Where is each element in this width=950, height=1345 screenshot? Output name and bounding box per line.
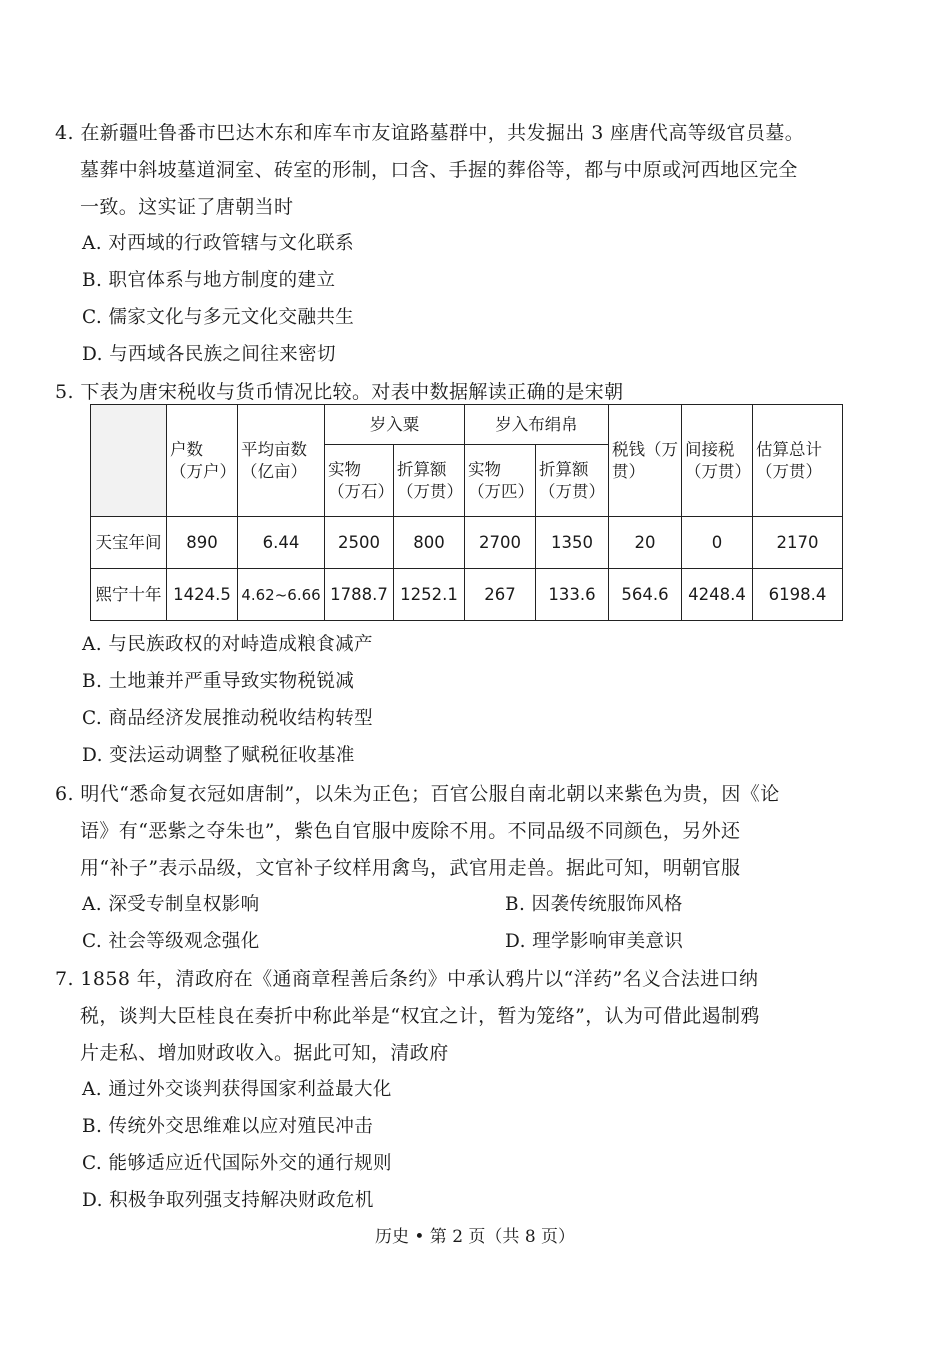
- header-grain-conv: 折算额（万贯）: [394, 445, 465, 517]
- cell-cloth-conv: 1350: [536, 517, 609, 569]
- q5-option-d: D. 变法运动调整了赋税征收基准: [82, 745, 355, 766]
- q7-option-a: A. 通过外交谈判获得国家利益最大化: [82, 1079, 392, 1100]
- q5-stem-line-1: 5. 下表为唐宋税收与货币情况比较。对表中数据解读正确的是宋朝: [55, 381, 624, 403]
- header-cloth-conv: 折算额（万贯）: [536, 445, 609, 517]
- cell-cloth-kind: 267: [465, 569, 536, 621]
- q6-option-a: A. 深受专制皇权影响: [82, 894, 260, 915]
- q5-option-b: B. 土地兼并严重导致实物税锐减: [82, 671, 355, 692]
- q5-option-c: C. 商品经济发展推动税收结构转型: [82, 708, 374, 729]
- q5-option-a: A. 与民族政权的对峙造成粮食减产: [82, 634, 373, 655]
- q7-option-d: D. 积极争取列强支持解决财政危机: [82, 1190, 374, 1211]
- header-households: 户数（万户）: [167, 405, 238, 517]
- cell-cloth-conv: 133.6: [536, 569, 609, 621]
- cell-grain-conv: 800: [394, 517, 465, 569]
- cell-acreage: 4.62~6.66: [238, 569, 325, 621]
- header-indirect-tax: 间接税（万贯）: [682, 405, 753, 517]
- q7-option-c: C. 能够适应近代国际外交的通行规则: [82, 1153, 392, 1174]
- q4-stem-line-3: 一致。这实证了唐朝当时: [80, 196, 294, 218]
- cell-cash-tax: 20: [609, 517, 682, 569]
- cell-cloth-kind: 2700: [465, 517, 536, 569]
- q6-option-d: D. 理学影响审美意识: [505, 931, 684, 952]
- page-footer: 历史 • 第 2 页（共 8 页）: [374, 1227, 576, 1247]
- header-acreage: 平均亩数（亿亩）: [238, 405, 325, 517]
- q4-option-d: D. 与西域各民族之间往来密切: [82, 344, 336, 365]
- tax-comparison-table: [90, 404, 843, 621]
- q6-stem-line-3: 用“补子”表示品级，文官补子纹样用禽鸟，武官用走兽。据此可知，明朝官服: [80, 857, 741, 879]
- table-row: [91, 517, 843, 569]
- cell-grain-conv: 1252.1: [394, 569, 465, 621]
- row-label-xining: 熙宁十年: [91, 569, 167, 621]
- q6-option-c: C. 社会等级观念强化: [82, 931, 260, 952]
- cell-acreage: 6.44: [238, 517, 325, 569]
- q7-option-b: B. 传统外交思维难以应对殖民冲击: [82, 1116, 374, 1137]
- header-total: 估算总计（万贯）: [753, 405, 843, 517]
- cell-cash-tax: 564.6: [609, 569, 682, 621]
- table-row: [91, 569, 843, 621]
- cell-total: 2170: [753, 517, 843, 569]
- cell-grain-kind: 2500: [325, 517, 394, 569]
- cell-households: 1424.5: [167, 569, 238, 621]
- q4-stem-line-1: 4. 在新疆吐鲁番市巴达木东和库车市友谊路墓群中，共发掘出 3 座唐代高等级官员墓。: [55, 122, 805, 144]
- table-corner-cell: [91, 405, 167, 517]
- q7-stem-line-2: 税，谈判大臣桂良在奏折中称此举是“权宜之计，暂为笼络”，认为可借此遏制鸦: [80, 1005, 760, 1027]
- cell-total: 6198.4: [753, 569, 843, 621]
- q4-option-c: C. 儒家文化与多元文化交融共生: [82, 307, 355, 328]
- q6-option-b: B. 因袭传统服饰风格: [505, 894, 683, 915]
- q7-stem-line-3: 片走私、增加财政收入。据此可知，清政府: [80, 1042, 449, 1064]
- q6-stem-line-1: 6. 明代“悉命复衣冠如唐制”，以朱为正色；百官公服自南北朝以来紫色为贵，因《论: [55, 783, 780, 805]
- q6-stem-line-2: 语》有“恶紫之夺朱也”，紫色自官服中废除不用。不同品级不同颜色，另外还: [80, 820, 741, 842]
- cell-indirect-tax: 0: [682, 517, 753, 569]
- q4-option-b: B. 职官体系与地方制度的建立: [82, 270, 336, 291]
- header-grain: 岁入粟: [325, 405, 465, 445]
- cell-households: 890: [167, 517, 238, 569]
- row-label-tianbao: 天宝年间: [91, 517, 167, 569]
- q4-stem-line-2: 墓葬中斜坡墓道洞室、砖室的形制，口含、手握的葬俗等，都与中原或河西地区完全: [80, 159, 798, 181]
- header-cloth-kind: 实物（万匹）: [465, 445, 536, 517]
- q7-stem-line-1: 7. 1858 年，清政府在《通商章程善后条约》中承认鸦片以“洋药”名义合法进口纳: [55, 968, 759, 990]
- header-grain-kind: 实物（万石）: [325, 445, 394, 517]
- header-cash-tax: 税钱（万贯）: [609, 405, 682, 517]
- cell-indirect-tax: 4248.4: [682, 569, 753, 621]
- q4-option-a: A. 对西域的行政管辖与文化联系: [82, 233, 355, 254]
- cell-grain-kind: 1788.7: [325, 569, 394, 621]
- header-cloth: 岁入布绢帛: [465, 405, 609, 445]
